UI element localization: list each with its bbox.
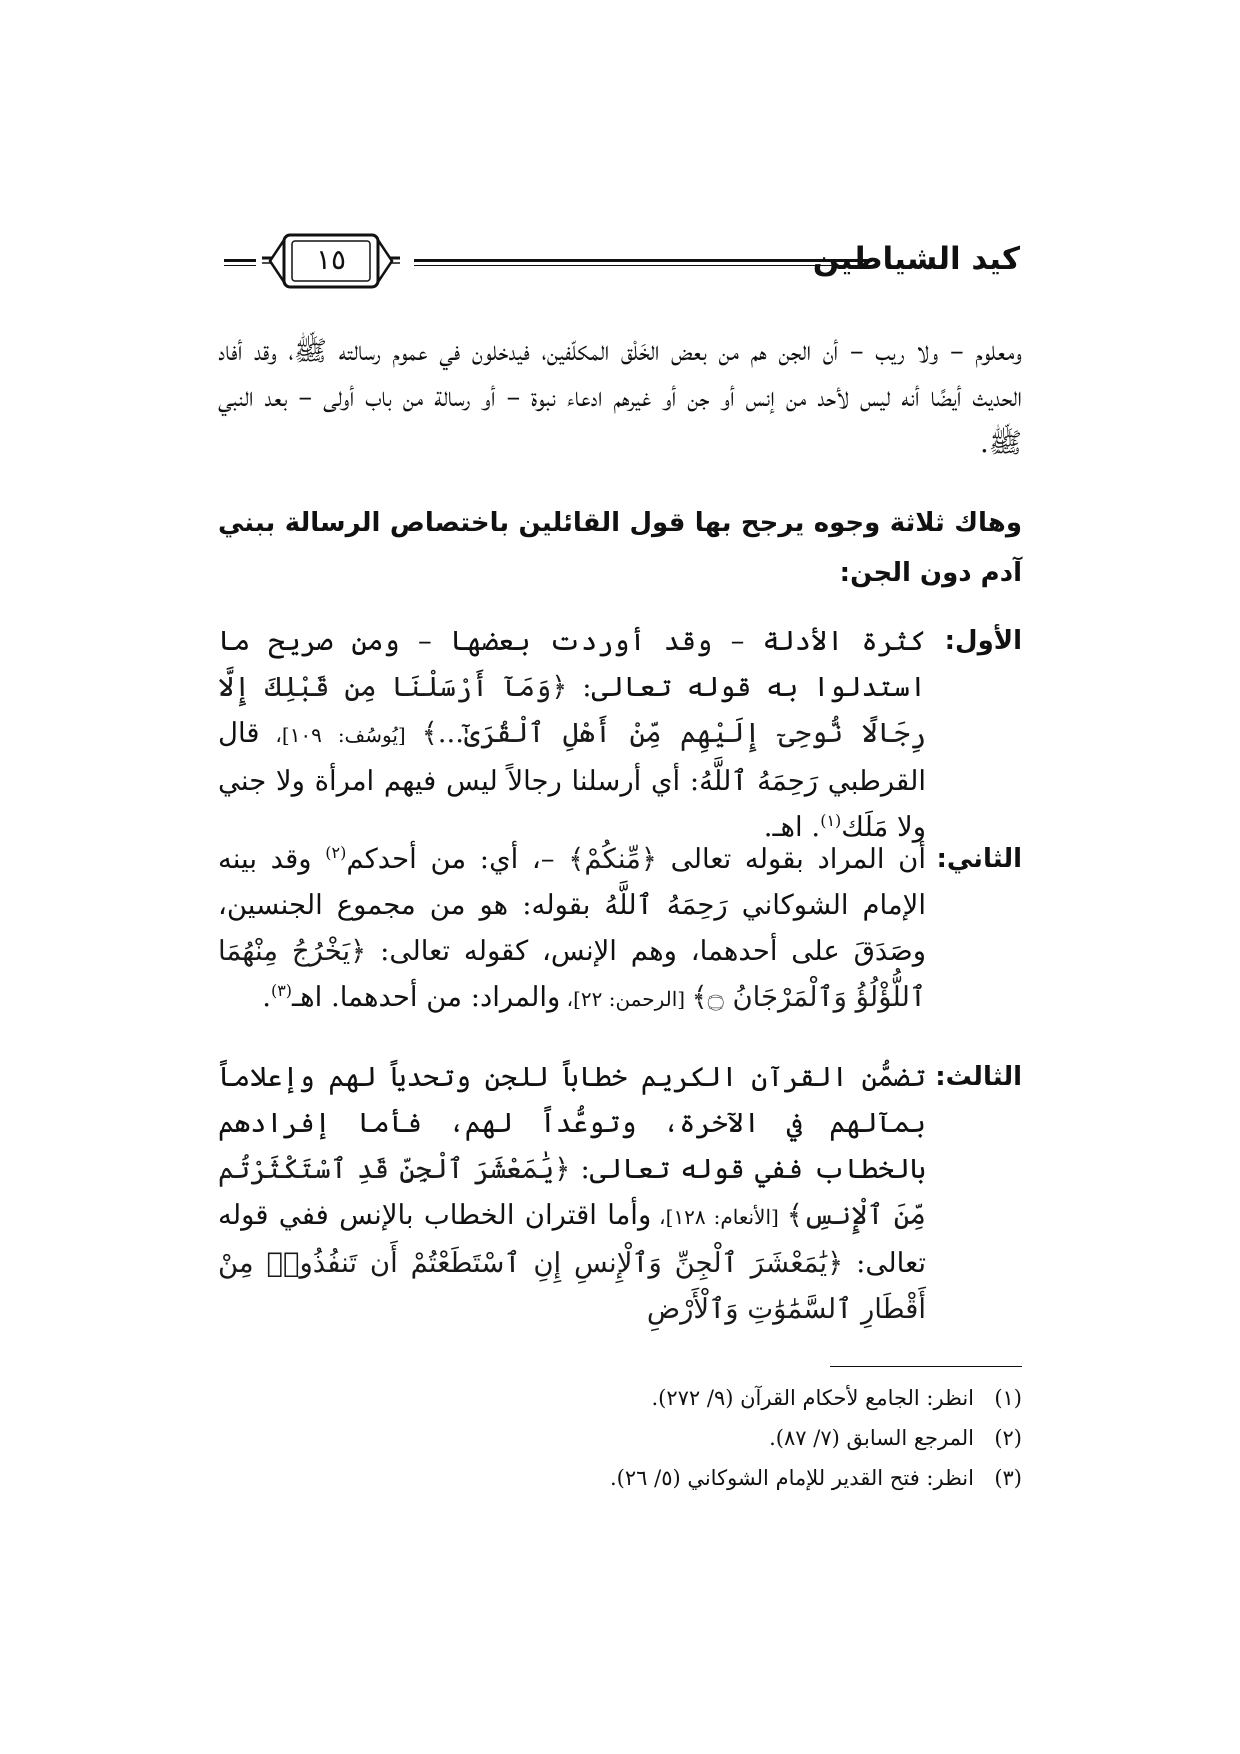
quran-verse: ﴿وَمَآ أَرْسَلْنَا مِن قَبْلِكَ إِلَّا رِجَالًا نُّوحِىٓ إِلَيْهِم مِّنْ أَهْلِ ٱلْقُرَىٰٓ...﴾ [218,671,926,749]
footnote-number: (٣) [994,1466,1022,1490]
verse-reference: [الأنعام: ١٢٨]، [651,1205,787,1229]
footnote-text: انظر: فتح القدير للإمام الشوكاني (٥/ ٢٦). [609,1466,974,1490]
footnotes [218,1378,1022,1498]
point-first [218,618,1022,850]
text: –، أي: من أحدكم [346,843,569,875]
point-label: الثالث: [935,1062,1022,1092]
point-second [218,836,1022,1022]
header-rule [414,259,872,266]
page-header [220,232,1020,292]
footnote-marker[interactable]: (١) [820,810,842,830]
text: والمراد: من أحدهما. اهـ [292,981,561,1013]
footnote [218,1458,1022,1498]
section-heading: وهاك ثلاثة وجوه يرجح بها قول القائلين باختصاص الرسالة ببني آدم دون الجن: [218,508,1022,588]
text: قال القرطبي رَحِمَهُ ٱللَّهُ: أي أرسلنا رجالاً ليس فيهم امرأة ولا جني ولا مَلَك [218,717,926,843]
footnote-text: المرجع السابق (٧/ ٨٧). [769,1426,974,1450]
footnote-separator [830,1366,1022,1367]
verse-reference: [يُوسُف: ١٠٩]، [259,723,422,747]
text: وقد بينه الإمام الشوكاني رَحِمَهُ ٱللَّهُ بقوله: هو من مجموع الجنسين، وصَدَقَ على أحدهما، وهم الإنس، كقوله تعالى: [218,843,926,967]
footnote-marker[interactable]: (٢) [325,842,347,862]
book-title: كيد الشياطين [812,241,1020,277]
text: أن المراد بقوله تعالى [656,843,926,875]
footnote [218,1378,1022,1418]
header-rule-left [224,259,256,266]
point-body [218,1054,926,1332]
verse-reference: [الرحمن: ٢٢]، [560,987,692,1011]
page-number: ١٥ [315,243,347,276]
footnote [218,1418,1022,1458]
quran-verse: ﴿مِّنكُمْ﴾ [568,843,657,875]
text: وأما اقتران الخطاب بالإنس ففي قوله تعالى: [218,1199,926,1279]
footnote-number: (١) [994,1386,1022,1410]
text: . اهـ. [763,811,821,843]
text: . [262,981,271,1013]
quran-verse: ﴿يَٰمَعْشَرَ ٱلْجِنِّ قَدِ ٱسْتَكْثَرْتُم مِّنَ ٱلْإِنسِ﴾ [218,1153,926,1231]
footnote-text: انظر: الجامع لأحكام القرآن (٩/ ٢٧٢). [651,1386,974,1410]
quran-verse: ﴿يَخْرُجُ مِنْهُمَا ٱللُّؤْلُؤُ وَٱلْمَرْجَانُ ۝﴾ [218,935,926,1013]
footnote-marker[interactable]: (٣) [270,980,293,1000]
intro-paragraph: ومعلوم – ولا ريب – أن الجن هم من بعض الخَلْق المكلّفين، فيدخلون في عموم رسالته ﷺ، وقد أفاد الحديث أيضًا أنه ليس لأحد من إنس أو جن أو غيرهم ادعاء نبوة – أو رسالة من باب أولى – بعد النبي ﷺ. [218,335,1022,459]
point-body [218,836,926,1022]
quran-verse: ﴿يَٰمَعْشَرَ ٱلْجِنِّ وَٱلْإِنسِ إِنِ ٱسْتَطَعْتُمْ أَن تَنفُذُوا۟ مِنْ أَقْطَارِ ٱلسَّمَٰوَٰتِ وَٱلْأَرْضِ [218,1247,926,1325]
point-label: الأول: [944,626,1022,656]
text: كثرة الأدلة – وقد أوردت بعضها – ومن صريح ما استدلوا به قوله تعالى: [218,625,926,703]
footnote-number: (٢) [994,1426,1022,1450]
point-third [218,1054,1022,1332]
point-label: الثاني: [936,844,1022,874]
point-body [218,618,926,850]
text: تضمُّن القرآن الكريم خطاباً للجن وتحدياً لهم وإعلاماً بمآلهم في الآخرة، وتوعُّداً لهم، فأما إفرادهم بالخطاب ففي قوله تعالى: [218,1061,926,1185]
page-number-frame [262,232,400,290]
